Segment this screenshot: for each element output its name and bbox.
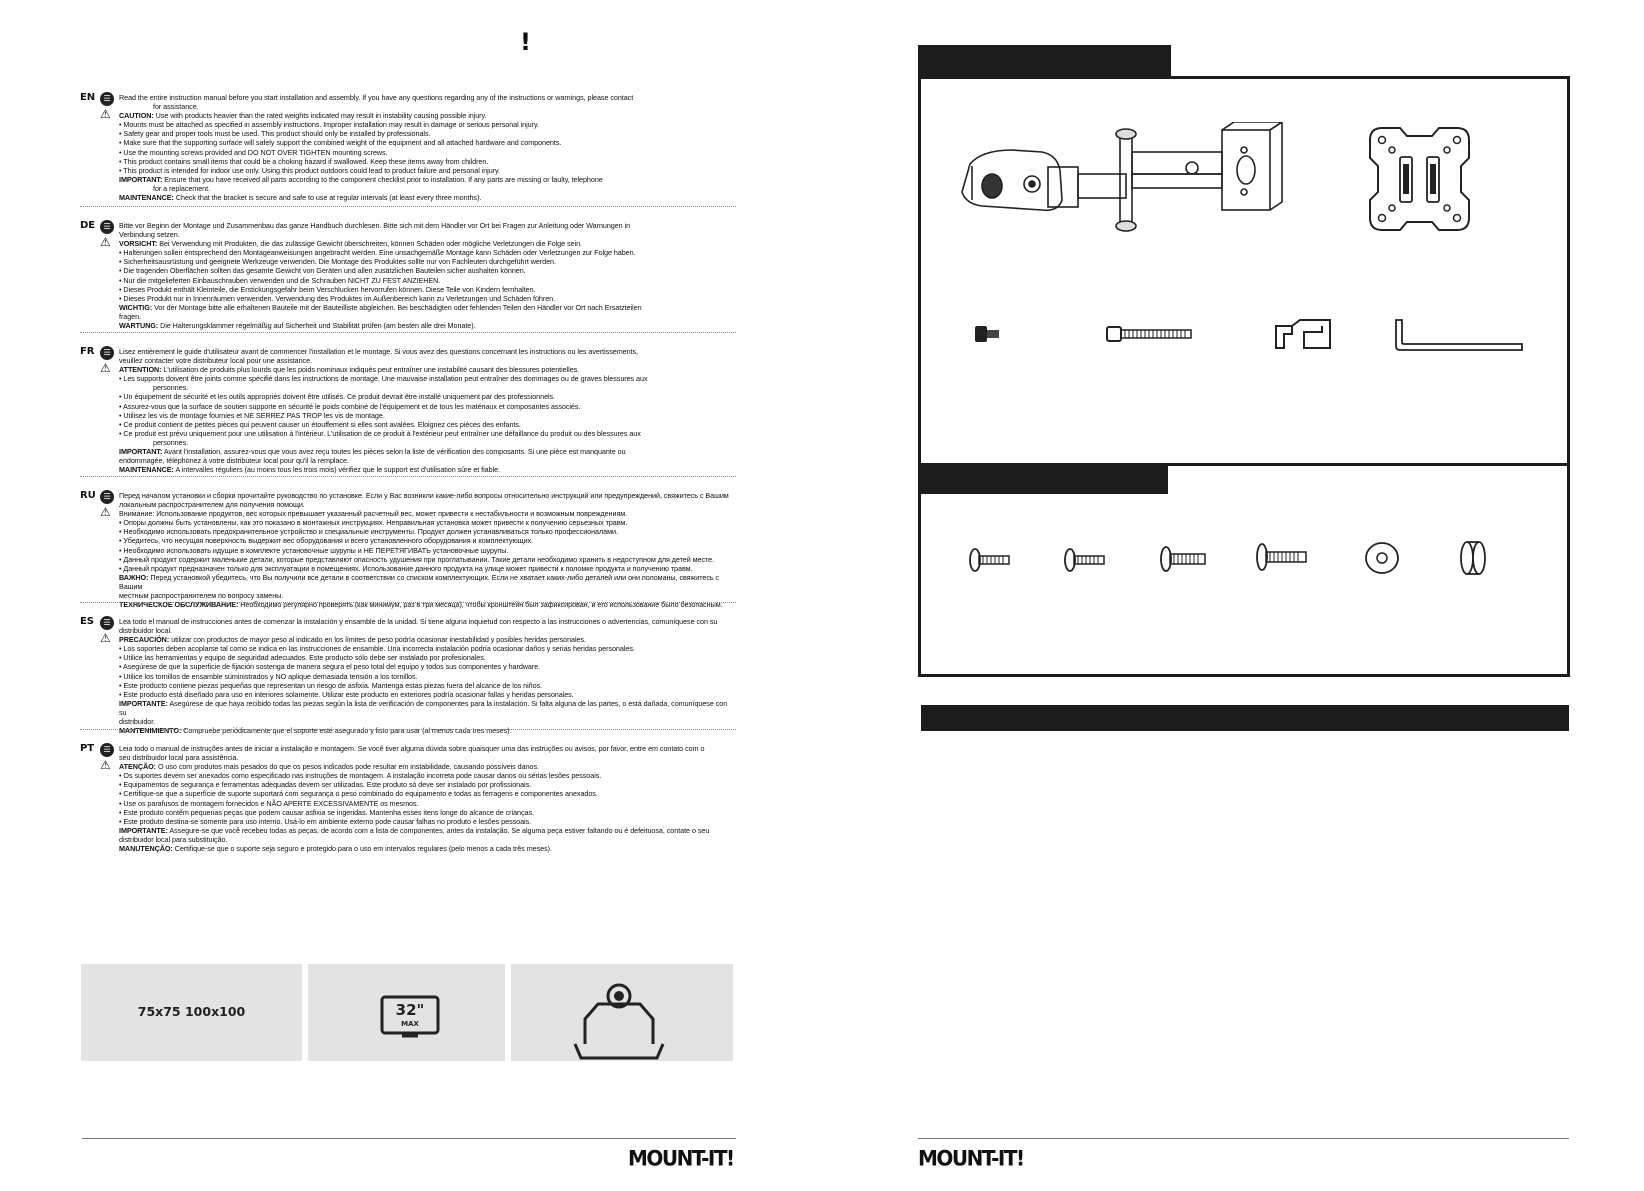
instruction-line: • Убедитесь, что несущая поверхность выдержит вес оборудования и всего установленного оборудования и комплектующих. — [119, 536, 534, 546]
allen-key-icon — [1392, 318, 1527, 354]
instruction-line: • Данный продукт предназначен только для эксплуатации в помещениях. Использование данного продукта на улице может привести к поломке продукта и получению травм. — [119, 563, 693, 573]
instruction-line: • Certifique-se que a superfície de suporte suportará com segurança o peso combinado do equipamento e todas as ferragens e componentes anexados. — [119, 789, 598, 799]
read-manual-icon: ☰ — [100, 490, 114, 504]
instruction-line: • Данный продукт содержит маленькие детали, которые представляют опасность удушения при проглатывании. Такие детали необходимо хранить в недоступном для детей месте. — [119, 554, 715, 564]
monitor-icon — [308, 964, 505, 1061]
section-separator — [80, 476, 736, 477]
instruction-line: • Halterungen sollen entsprechend den Montageanweisungen angebracht werden. Eine unsachgemäße Montage kann Schäden oder Verletzungen zur Folge haben. — [119, 248, 636, 258]
cable-clip-icon — [1274, 318, 1334, 350]
spec-screen-size — [308, 964, 505, 1061]
instruction-line: Lisez entièrement le guide d'utilisateur avant de commencer l'installation et le montage. Si vous avez des questions concernant les instructions ou les avertissements, — [119, 347, 638, 356]
lang-text — [119, 617, 736, 735]
instruction-line: • This product contains small items that could be a choking hazard if swallowed. Keep these items away from children. — [119, 156, 489, 166]
instruction-line: • This product is intended for indoor use only. Using this product outdoors could lead to product failure and personal injury. — [119, 165, 500, 175]
instruction-line: • Os suportes devem ser anexados como especificado nas instruções de montagem. A instalação incorreta pode causar danos ou sérias lesões pessoais. — [119, 771, 602, 781]
footer-rule — [82, 1138, 736, 1139]
instruction-line: • Les supports doivent être joints comme spécifié dans les instructions de montage. Une mauvaise installation peut entraîner des dommages ou de graves blessures aux — [119, 374, 648, 384]
instruction-line: Leia todo o manual de instruções antes de iniciar a instalação e montagem. Se você tiver alguma dúvida sobre quaisquer uma das instruções ou avisos, por favor, entre em contato com o — [119, 744, 705, 753]
instruction-line: • Use the mounting screws provided and DO NOT OVER TIGHTEN mounting screws. — [119, 147, 388, 157]
instruction-line: • Необходимо использовать идущие в комплекте установочные шурупы и НЕ ПЕРЕТЯГИВАТЬ установочные шурупы. — [119, 545, 509, 555]
instruction-line: локальным распространителем для получения помощи. — [119, 500, 305, 510]
screen-size-label: MAX — [401, 1020, 419, 1028]
spacer-icon — [1458, 538, 1488, 578]
instruction-line: fragen. — [119, 311, 142, 321]
read-manual-icon: ☰ — [100, 220, 114, 234]
screw-icon — [967, 545, 1012, 575]
instruction-line: Перед началом установки и сборки прочитайте руководство по установке. Если у Вас возникли какие-либо вопросы относительно инструкций или предупреждений, свяжитесь с Вашим — [119, 491, 729, 500]
instruction-line: • Ce produit est prévu uniquement pour une utilisation à l'intérieur. L'utilisation de ce produit à l'extérieur peut entraîner une défaillance du produit ou des blessures aux — [119, 428, 641, 438]
lang-text — [119, 221, 736, 330]
instruction-line: • Safety gear and proper tools must be used. This product should only be installed by professionals. — [119, 129, 431, 139]
instruction-line: • Опоры должны быть установлены, как это показано в монтажных инструкциях. Неправильная установка может привести к получению серьезных травм. — [119, 518, 628, 528]
instruction-line: • Los soportes deben acoplarse tal como se indica en las instrucciones de ensamble. Una incorrecta instalación podría ocasionar daños y serias heridas personales. — [119, 644, 635, 654]
instruction-line: WARTUNG: Die Halterungsklammer regelmäßig auf Sicherheit und Stabilität prüfen (am besten alle drei Monate). — [119, 321, 476, 331]
instruction-line: IMPORTANTE: Assegure-se que você recebeu todas as peças, de acordo com a lista de componentes, antes da instalação. Se alguma peça estiver faltando ou é defeituosa, contate o seu — [119, 825, 710, 835]
instruction-line: distribuidor. — [119, 717, 156, 727]
instruction-line: MANTENIMIENTO: Compruebe periódicamente que el soporte esté asegurado y listo para usar (al menos cada tres meses). — [119, 726, 512, 736]
hex-bolt-icon — [1105, 325, 1195, 345]
instruction-line: ATTENTION: L'utilisation de produits plus lourds que les poids nominaux indiqués peut entraîner une instabilité causant des blessures potentielles. — [119, 365, 580, 375]
weight-icon — [511, 964, 733, 1061]
lang-code: EN — [80, 92, 96, 103]
section-bar — [921, 705, 1569, 731]
instruction-line: VORSICHT: Bei Verwendung mit Produkten, die das zulässige Gewicht überschreiten, können Schäden oder mögliche Verletzungen die Folge sein. — [119, 239, 582, 249]
instruction-line: Verbindung setzen. — [119, 230, 180, 240]
spec-vesa — [81, 964, 302, 1061]
hardware-section-header — [921, 465, 1168, 494]
instruction-line: • Sicherheitsausrüstung und geeignete Werkzeuge verwenden. Die Montage des Produktes sollte nur von Fachleuten durchgeführt werden. — [119, 257, 556, 267]
instruction-line: • Equipamentos de segurança e ferramentas adequadas devem ser utilizadas. Este produto só deve ser instalado por profissionais. — [119, 780, 532, 790]
vesa-pattern-text: 75x75 100x100 — [137, 1004, 246, 1019]
screw-icon — [1062, 545, 1107, 575]
instruction-line: PRECAUCIÓN: utilizar con productos de mayor peso al indicado en los límites de peso podría ocasionar inestabilidad y posibles heridas personales. — [119, 635, 586, 645]
instruction-line: for a replacement. — [153, 183, 211, 193]
instruction-line: MAINTENANCE: A intervalles réguliers (au moins tous les trois mois) vérifiez que le support est d'utilisation sûre et fiable. — [119, 465, 501, 475]
instruction-line: • Nur die mitgelieferten Einbauschrauben verwenden und die Schrauben NICHT ZU FEST ANZIEHEN. — [119, 275, 441, 285]
instruction-line: distribuidor local para substituição. — [119, 834, 228, 844]
right-page — [822, 0, 1644, 1191]
instruction-line: seu distribuidor local para assistência. — [119, 753, 239, 763]
instruction-line: for assistance. — [153, 102, 199, 112]
lang-code: FR — [80, 346, 95, 357]
instruction-line: • Make sure that the supporting surface will safely support the combined weight of the equipment and all attached hardware and components. — [119, 138, 562, 148]
lang-code: RU — [80, 490, 96, 501]
instruction-line: personnes. — [153, 383, 189, 393]
instruction-line: endommagée, téléphonez à votre distributeur local pour qu'il la remplace. — [119, 456, 349, 466]
instruction-line: veuillez contacter votre distributeur local pour une assistance. — [119, 356, 312, 366]
instruction-line: ТЕХНИЧЕСКОЕ ОБСЛУЖИВАНИЕ: Необходимо регулярно проверять (как минимум, раз в три месяца), чтобы кронштейн был зафиксирован, и его использование было безопасным. — [119, 600, 723, 610]
lang-code: DE — [80, 220, 96, 231]
instruction-line: personnes. — [153, 437, 189, 447]
spec-panel — [81, 964, 733, 1061]
thumb-screw-icon — [972, 320, 1002, 350]
instruction-line: • Mounts must be attached as specified in assembly instructions. Improper installation may result in damage or serious personal injury. — [119, 120, 539, 130]
lang-text — [119, 93, 736, 202]
vesa-plate-icon — [1362, 122, 1477, 237]
instruction-line: • Este producto está diseñado para uso en interiores solamente. Utilizar este producto en exteriores podría ocasionar fallas y heridas personales. — [119, 689, 574, 699]
instruction-line: • Use os parafusos de montagem fornecidos e NÃO APERTE EXCESSIVAMENTE os mesmos. — [119, 798, 419, 808]
instruction-line: местным распространителем по вопросу замены. — [119, 591, 284, 601]
lang-text — [119, 347, 736, 474]
instruction-line: IMPORTANTE: Asegúrese de que haya recibido todas las piezas según la lista de verificación de componentes para la instalación. Si falta alguna de las partes, o está dañada, comuníquese con su — [119, 698, 728, 717]
read-manual-icon: ☰ — [100, 743, 114, 757]
instruction-line: CAUTION: Use with products heavier than the rated weights indicated may result in instability causing possible injury. — [119, 111, 487, 121]
instruction-line: • Die tragenden Oberflächen sollten das gesamte Gewicht von Geräten und allen zusätzlichen Bauteilen sicher aushalten können. — [119, 266, 526, 276]
monitor-arm-icon — [952, 122, 1297, 237]
instruction-line: Lea todo el manual de instrucciones antes de comenzar la instalación y ensamble de la unidad. Si tiene alguna inquietud con respecto a las instrucciones o advertencias, comuníquese con su — [119, 617, 718, 626]
read-manual-icon: ☰ — [100, 92, 114, 106]
warning-title-mark: ! — [520, 28, 531, 56]
instruction-line: • Utilice los tornillos de ensamble suministrados y NO aplique demasiada tensión a los tornillos. — [119, 671, 418, 681]
section-separator — [80, 602, 736, 603]
instruction-line: MAINTENANCE: Check that the bracket is secure and safe to use at regular intervals (at least every three months). — [119, 193, 482, 203]
spec-weight — [511, 964, 733, 1061]
instruction-line: MANUTENÇÃO: Certifique-se que o suporte seja seguro e protegido para o uso em intervalos regulares (pelo menos a cada três meses). — [119, 844, 552, 854]
instruction-line: • Ce produit contient de petites pièces qui peuvent causer un étouffement si elles sont avalées. Eloignez ces pièces des enfants. — [119, 419, 521, 429]
instruction-line: Read the entire instruction manual before you start installation and assembly. If you have any questions regarding any of the instructions or warnings, please contact — [119, 93, 634, 102]
instruction-line: • Un équipement de sécurité et les outils appropriés doivent être utilisés. Ce produit devrait être installé uniquement par des professionnels. — [119, 392, 556, 402]
instruction-line: Bitte vor Beginn der Montage und Zusammenbau das ganze Handbuch durchlesen. Bitte sich mit dem Händler vor Ort bei Fragen zur Anleitung oder Warnungen in — [119, 221, 631, 230]
screw-icon — [1254, 540, 1309, 574]
brand-logo: MOUNT-IT! — [918, 1145, 1024, 1171]
brand-logo: MOUNT-IT! — [628, 1145, 734, 1171]
instruction-line: • Utilice las herramientas y equipo de seguridad adecuados. Este producto sólo debe ser instalado por profesionales. — [119, 653, 486, 663]
screen-size-value: 32" — [395, 1001, 425, 1019]
warning-icon: ⚠ — [100, 235, 111, 249]
section-separator — [80, 729, 736, 730]
instruction-line: ВАЖНО: Перед установкой убедитесь, что Вы получили все детали в соответствии со списком комплектующих. Если не хватает каких-либо деталей или они поломаны, свяжитесь с Вашим — [119, 572, 720, 591]
warning-icon: ⚠ — [100, 361, 111, 375]
instruction-line: IMPORTANT: Avant l'installation, assurez-vous que vous avez reçu toutes les pièces selon la liste de vérification des composants. Si une pièce est manquante ou — [119, 447, 626, 457]
instruction-line: WICHTIG: Vor der Montage bitte alle erhaltenen Bauteile mit der Bauteilliste abgleichen. Bei beschädigten oder fehlenden Teilen den Händler vor Ort nach Ersatzteilen — [119, 302, 642, 312]
instruction-line: • Este produto destina-se somente para uso interno. Usá-lo em ambiente externo pode causar falhas no produto e lesões pessoais. — [119, 816, 532, 826]
washer-icon — [1362, 540, 1402, 576]
footer-rule — [918, 1138, 1569, 1139]
lang-text — [119, 744, 736, 853]
instruction-line: • Необходимо использовать предохранительное устройство и специальные инструменты. Продукт должен устанавливаться только профессионалами. — [119, 527, 618, 537]
warning-icon: ⚠ — [100, 107, 111, 121]
section-separator — [80, 206, 736, 207]
warning-icon: ⚠ — [100, 758, 111, 772]
lang-text — [119, 491, 736, 609]
instruction-line: • Asegúrese de que la superficie de fijación sostenga de manera segura el peso total del equipo y todos sus componentes y hardware. — [119, 662, 541, 672]
instruction-line: • Dieses Produkt nur in Innenräumen verwenden. Verwendung des Produktes im Außenbereich kann zu Verletzungen und Schäden führen. — [119, 293, 556, 303]
instruction-line: IMPORTANT: Ensure that you have received all parts according to the component checklist prior to installation. If any parts are missing or faulty, telephone — [119, 174, 603, 184]
instruction-line: distribuidor local. — [119, 626, 172, 636]
instruction-line: • Utilisez les vis de montage fournies et NE SERREZ PAS TROP les vis de montage. — [119, 410, 385, 420]
instruction-line: Внимание: Использование продуктов, вес которых превышает указанный расчетный вес, может привести к нестабильности и возможным повреждениям. — [119, 509, 628, 519]
instruction-line: ATENÇÃO: O uso com produtos mais pesados do que os pesos indicados pode resultar em instabilidade, causando possíveis danos. — [119, 762, 539, 772]
instruction-line: • Assurez-vous que la surface de soutien supporte en sécurité le poids combiné de l'équipement et de tous les matériaux et composantes associés. — [119, 401, 581, 411]
parts-section-header — [918, 45, 1171, 77]
read-manual-icon: ☰ — [100, 616, 114, 630]
read-manual-icon: ☰ — [100, 346, 114, 360]
lang-code: ES — [80, 616, 94, 627]
warning-icon: ⚠ — [100, 505, 111, 519]
screw-icon — [1158, 543, 1208, 575]
section-separator — [80, 332, 736, 333]
instruction-line: • Este producto contiene piezas pequeñas que representan un riesgo de asfixia. Mantenga estas piezas fuera del alcance de los niños. — [119, 680, 543, 690]
warning-icon: ⚠ — [100, 631, 111, 645]
instruction-line: • Dieses Produkt enthält Kleinteile, die Erstickungsgefahr beim Verschlucken hervorrufen können. Diese Teile von Kindern fernhalten. — [119, 284, 536, 294]
instruction-line: • Este produto contêm pequenas peças que podem causar asfixia se ingeridas. Mantenha esses itens longe do alcance de crianças. — [119, 807, 534, 817]
lang-code: PT — [80, 743, 95, 754]
